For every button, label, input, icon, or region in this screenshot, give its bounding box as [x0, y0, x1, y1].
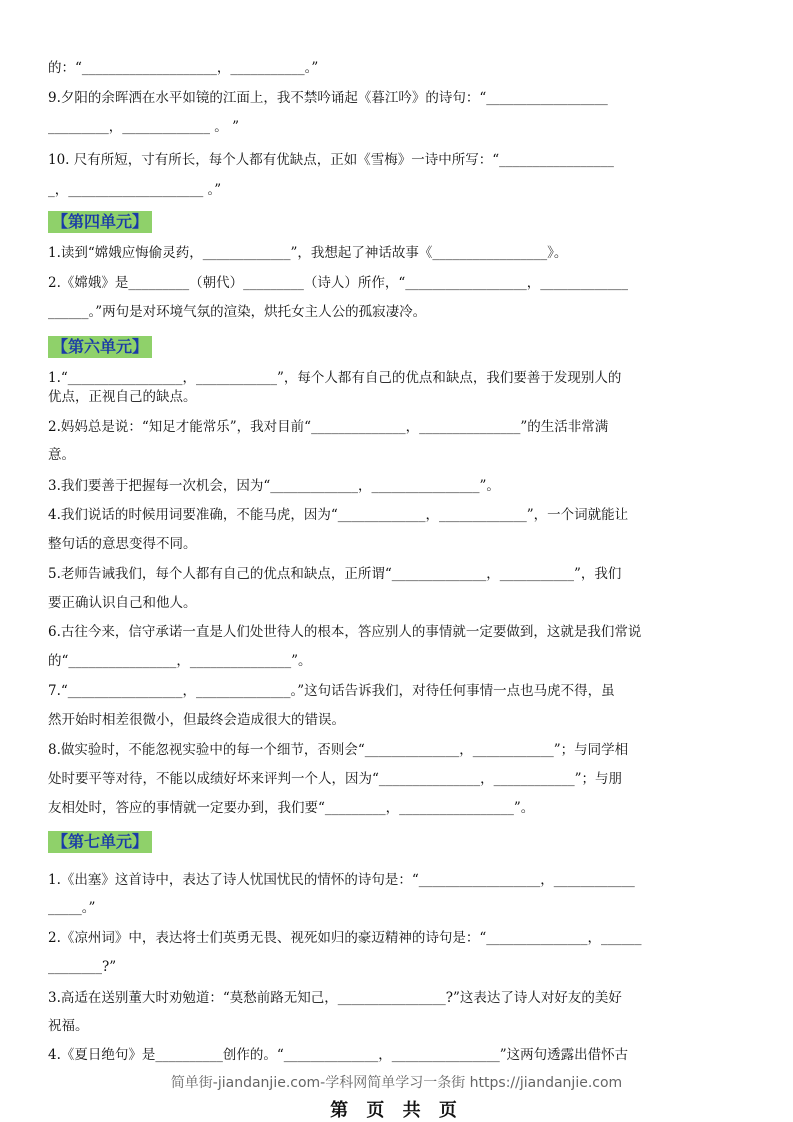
footer-page-number: 第 页 共 页 — [330, 1100, 463, 1121]
text-line: _，____________________ 。” — [48, 182, 222, 198]
text-line: 优点，正视自己的缺点。 — [48, 389, 197, 405]
text-line: 1.“_________________，____________”，每个人都有自己的优点和缺点，我们要善于发现别人的 — [48, 370, 622, 386]
text-line: ______。”两句是对环境气氛的渲染，烘托女主人公的孤寂凄冷。 — [48, 304, 427, 320]
text-line: 1.读到“嫦娥应悔偷灵药，_____________”，我想起了神话故事《_________________》。 — [48, 245, 568, 261]
text-line: 要正确认识自己和他人。 — [48, 595, 197, 611]
text-line: 1.《出塞》这首诗中，表达了诗人忧国忧民的情怀的诗句是：“__________________，____________ — [48, 872, 635, 888]
text-line: 7.“_________________，______________。”这句话告诉我们，对待任何事情一点也马虎不得，虽 — [48, 683, 615, 699]
text-line: 4.我们说话的时候用词要准确，不能马虎，因为“_____________，_____________”，一个词就能让 — [48, 507, 629, 523]
text-line: 4.《夏日绝句》是__________创作的。“______________，________________”这两句透露出借怀古 — [48, 1047, 629, 1063]
text-line: 的“________________，_______________”。 — [48, 653, 312, 669]
text-line: 3.高适在送别董大时劝勉道：“莫愁前路无知己，________________?”这表达了诗人对好友的美好 — [48, 990, 622, 1006]
text-line: 处时要平等对待，不能以成绩好坏来评判一个人，因为“_______________，____________”；与朋 — [48, 771, 623, 787]
text-line: 3.我们要善于把握每一次机会，因为“_____________，________________”。 — [48, 478, 500, 494]
text-line: 祝福。 — [48, 1018, 89, 1034]
footer-website: 简单街-jiandanjie.com-学科网简单学习一条街 https://jiandanjie.com — [170, 1075, 623, 1091]
text-line: 的：“____________________，___________。” — [48, 60, 319, 76]
unit6-heading: 【第六单元】 — [48, 336, 152, 358]
text-line: 5.老师告诫我们，每个人都有自己的优点和缺点，正所谓“______________，___________”，我们 — [48, 566, 622, 582]
text-line: 8.做实验时，不能忽视实验中的每一个细节，否则会“______________，____________”；与同学相 — [48, 742, 629, 758]
text-line: 2.妈妈总是说：“知足才能常乐”，我对目前“______________，_______________”的生活非常满 — [48, 419, 609, 435]
text-line: 10. 尺有所短，寸有所长，每个人都有优缺点，正如《雪梅》一诗中所写：“_________________ — [48, 152, 614, 168]
text-line: 然开始时相差很微小，但最终会造成很大的错误。 — [48, 712, 345, 728]
text-line: 6.古往今来，信守承诺一直是人们处世待人的根本，答应别人的事情就一定要做到，这就是我们常说 — [48, 624, 642, 640]
text-line: 意。 — [48, 447, 75, 463]
text-line: _____。” — [48, 900, 96, 916]
text-line: 2.《嫦娥》是_________（朝代）_________（诗人）所作，“__________________，_____________ — [48, 275, 629, 291]
text-line: 友相处时，答应的事情就一定要办到，我们要“_________，_________________”。 — [48, 800, 535, 816]
text-line: _________，_____________ 。 ” — [48, 119, 239, 135]
text-line: ________?” — [48, 959, 117, 975]
unit7-heading: 【第七单元】 — [48, 831, 152, 853]
text-line: 2.《凉州词》中，表达将士们英勇无畏、视死如归的豪迈精神的诗句是：“_______________，______ — [48, 930, 642, 946]
text-line: 整句话的意思变得不同。 — [48, 536, 197, 552]
unit4-heading: 【第四单元】 — [48, 211, 152, 233]
text-line: 9.夕阳的余晖洒在水平如镜的江面上，我不禁吟诵起《暮江吟》的诗句：“__________________ — [48, 90, 608, 106]
